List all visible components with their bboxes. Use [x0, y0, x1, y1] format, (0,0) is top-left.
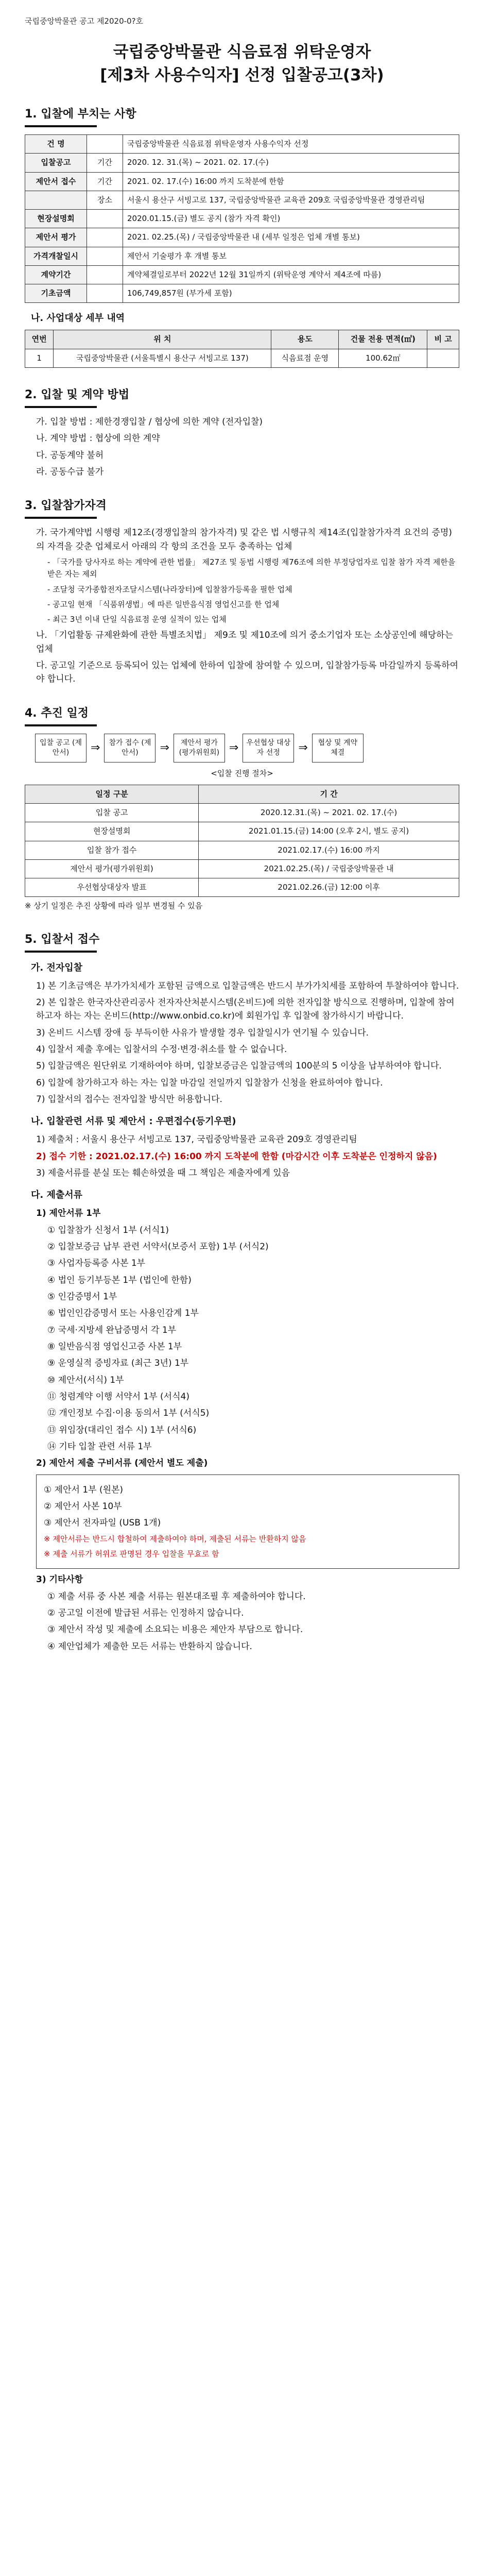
- section-3-heading: 3. 입찰참가자격: [25, 497, 459, 519]
- table-row: [25, 804, 459, 822]
- overview-label: 기초금액: [25, 284, 87, 303]
- schedule-value: 2021.02.26.(금) 12:00 이후: [199, 878, 459, 897]
- detail-table: [25, 330, 459, 368]
- document-list: [25, 1224, 459, 1454]
- overview-sublabel: [87, 247, 123, 265]
- arrow-right-icon: ⇒: [229, 741, 239, 754]
- list-item: ① 제출 서류 중 사본 제출 서류는 원본대조필 후 제출하여야 합니다.: [47, 1591, 306, 1602]
- section-2-items: [25, 415, 459, 479]
- flow-step: 입찰 공고 (제안서): [35, 734, 87, 762]
- section-5c-heading: 다. 제출서류: [31, 1190, 83, 1201]
- list-item: - 조달청 국가종합전자조달시스템(나라장터)에 입찰참가등록을 필한 업체: [47, 584, 292, 594]
- list-item: ※ 제안서류는 반드시 합철하여 제출하여야 하며, 제출된 서류는 반환하지 않음: [44, 1534, 306, 1544]
- overview-row: [25, 210, 459, 228]
- overview-sublabel: [87, 265, 123, 284]
- list-item: - 「국가를 당사자로 하는 계약에 관한 법률」 제27조 및 동법 시행령 제76조에 의한 부정당업자로 입찰 참가 자격 제한을 받은 자는 제외: [47, 557, 456, 579]
- overview-sublabel: 기간: [87, 154, 123, 172]
- overview-value: 제안서 기술평가 후 개별 통보: [123, 247, 459, 265]
- arrow-right-icon: ⇒: [160, 741, 169, 754]
- schedule-value: 2021.02.25.(목) / 국립중앙박물관 내: [199, 859, 459, 878]
- list-item: ④ 제안업체가 제출한 모든 서류는 반환하지 않습니다.: [47, 1641, 252, 1652]
- detail-cell: 1: [25, 349, 54, 367]
- list-item: 7) 입찰서의 접수는 전자입찰 방식만 허용합니다.: [36, 1094, 222, 1105]
- detail-cell: 국립중앙박물관 (서울특별시 용산구 서빙고로 137): [54, 349, 271, 367]
- flow-step: 우선협상 대상자 선정: [243, 734, 294, 762]
- overview-sublabel: 장소: [87, 191, 123, 209]
- section-1-heading: 1. 입찰에 부치는 사항: [25, 106, 459, 127]
- list-item: ⑥ 법인인감증명서 또는 사용인감계 1부: [47, 1308, 199, 1319]
- overview-sublabel: 기간: [87, 172, 123, 191]
- overview-row: [25, 247, 459, 265]
- overview-value: 2020.01.15.(금) 별도 공지 (참가 자격 확인): [123, 210, 459, 228]
- arrow-right-icon: ⇒: [298, 741, 308, 754]
- overview-row: [25, 172, 459, 191]
- table-row: [25, 878, 459, 897]
- schedule-label: 우선협상대상자 발표: [25, 878, 199, 897]
- list-item: 다. 공동계약 불허: [36, 450, 104, 461]
- section-4-heading: 4. 추진 일정: [25, 705, 459, 726]
- section-5c1-heading: 1) 제안서류 1부: [36, 1208, 101, 1219]
- schedule-label: 현장설명회: [25, 822, 199, 841]
- list-item: 다. 공고일 기준으로 등록되어 있는 업체에 한하여 입찰에 참여할 수 있으며, 입찰참가등록 마감일까지 등록하여야 합니다.: [36, 660, 459, 685]
- flow-step: 제안서 평가 (평가위원회): [174, 734, 225, 762]
- overview-value: 서울시 용산구 서빙고로 137, 국립중앙박물관 교육관 209호 국립중앙박물관 경영관리팀: [123, 191, 459, 209]
- other-notes-list: [25, 1590, 459, 1653]
- list-item: 가. 입찰 방법 : 제한경쟁입찰 / 협상에 의한 계약 (전자입찰): [36, 416, 263, 427]
- list-item: 4) 입찰서 제출 후에는 입찰서의 수정·변경·취소를 할 수 없습니다.: [36, 1044, 287, 1055]
- overview-value: 2020. 12. 31.(목) ~ 2021. 02. 17.(수): [123, 154, 459, 172]
- table-row: [25, 859, 459, 878]
- section-5-heading: 5. 입찰서 접수: [25, 931, 459, 953]
- list-item: 3) 온비드 시스템 장애 등 부득이한 사유가 발생할 경우 입찰일시가 연기될 수 있습니다.: [36, 1027, 369, 1038]
- list-item: ⑪ 청렴계약 이행 서약서 1부 (서식4): [47, 1391, 189, 1402]
- list-item: ⑭ 기타 입찰 관련 서류 1부: [47, 1441, 152, 1452]
- list-item: 1) 제출처 : 서울시 용산구 서빙고로 137, 국립중앙박물관 교육관 209호 경영관리팀: [36, 1134, 357, 1145]
- list-item: 1) 본 기초금액은 부가가치세가 포함된 금액으로 입찰금액은 반드시 부가가치세를 포함하여 투찰하여야 합니다.: [36, 980, 459, 991]
- schedule-value: 2021.02.17.(수) 16:00 까지: [199, 841, 459, 859]
- section-2-heading: 2. 입찰 및 계약 방법: [25, 386, 459, 408]
- overview-sublabel: [87, 284, 123, 303]
- section-5b-heading: 나. 입찰관련 서류 및 제안서 : 우편접수(등기우편): [31, 1116, 236, 1127]
- flow-step: 참가 접수 (제안서): [104, 734, 155, 762]
- list-item: ② 제안서 사본 10부: [44, 1501, 122, 1512]
- list-item: 2) 접수 기한 : 2021.02.17.(수) 16:00 까지 도착분에 한함 (마감시간 이후 도착분은 인정하지 않음): [36, 1151, 437, 1162]
- list-item: ③ 사업자등록증 사본 1부: [47, 1258, 146, 1269]
- table-row: [25, 349, 459, 367]
- overview-label: 제안서 평가: [25, 228, 87, 247]
- table-row: [25, 841, 459, 859]
- schedule-note: ※ 상기 일정은 추진 상황에 따라 일부 변경될 수 있음: [25, 901, 203, 911]
- list-item: ※ 제출 서류가 허위로 판명된 경우 입찰을 무효로 함: [44, 1549, 219, 1558]
- detail-header: 위 치: [54, 330, 271, 349]
- list-item: - 최근 3년 이내 단일 식음료점 운영 실적이 있는 업체: [47, 615, 227, 624]
- overview-row: [25, 135, 459, 154]
- overview-row: [25, 191, 459, 209]
- list-item: 나. 「기업활동 규제완화에 관한 특별조치법」 제9조 및 제10조에 의거 중소기업자 또는 소상공인에 해당하는 업체: [36, 630, 453, 654]
- section-5c2-heading: 2) 제안서 제출 구비서류 (제안서 별도 제출): [36, 1458, 208, 1469]
- list-item: 나. 계약 방법 : 협상에 의한 계약: [36, 433, 160, 444]
- overview-value: 2021. 02. 17.(수) 16:00 까지 도착분에 한함: [123, 172, 459, 191]
- detail-header: 용도: [271, 330, 339, 349]
- overview-label: 제안서 접수: [25, 172, 87, 191]
- schedule-table: [25, 785, 459, 897]
- list-item: ① 입찰참가 신청서 1부 (서식1): [47, 1225, 169, 1235]
- title-line-2: [제3차 사용수익자] 선정 입찰공고(3차): [100, 66, 384, 85]
- section-5a-items: [25, 979, 459, 1107]
- overview-sublabel: [87, 135, 123, 154]
- list-item: 가. 국가계약법 시행령 제12조(경쟁입찰의 참가자격) 및 같은 법 시행규칙 제14조(입찰참가자격 요건의 증명)의 자격을 갖춘 업체로서 아래의 각 항의 조건을 모두 충족하는 업체: [36, 528, 452, 552]
- list-item: ② 공고일 이전에 발급된 서류는 인정하지 않습니다.: [47, 1607, 244, 1618]
- list-item: 2) 본 입찰은 한국자산관리공사 전자자산처분시스템(온비드)에 의한 전자입찰 방식으로 진행하며, 입찰에 참여하고자 하는 자는 온비드(http://www.onbid.co.kr)에 회원가입 후 입찰에 참가하시기 바랍니다.: [36, 997, 455, 1022]
- overview-value: 계약체결일로부터 2022년 12월 31일까지 (위탁운영 계약서 제4조에 따름): [123, 265, 459, 284]
- schedule-header: 기 간: [199, 785, 459, 803]
- overview-row: [25, 228, 459, 247]
- section-5a-heading: 가. 전자입찰: [31, 962, 83, 973]
- title-line-1: 국립중앙박물관 식음료점 위탁운영자: [113, 43, 371, 62]
- section-3-items: [25, 526, 459, 686]
- list-item: 5) 입찰금액은 원단위로 기재하여야 하며, 입찰보증금은 입찰금액의 100분의 5 이상을 납부하여야 합니다.: [36, 1061, 442, 1072]
- arrow-right-icon: ⇒: [91, 741, 100, 754]
- list-item: ③ 제안서 작성 및 제출에 소요되는 비용은 제안자 부담으로 합니다.: [47, 1624, 303, 1635]
- schedule-label: 제안서 평가(평가위원회): [25, 859, 199, 878]
- schedule-header: 일정 구분: [25, 785, 199, 803]
- schedule-label: 입찰 참가 접수: [25, 841, 199, 859]
- process-flow: [35, 734, 459, 762]
- list-item: 3) 제출서류를 분실 또는 훼손하였을 때 그 책임은 제출자에게 있음: [36, 1167, 290, 1178]
- schedule-value: 2020.12.31.(목) ~ 2021. 02. 17.(수): [199, 804, 459, 822]
- detail-header: 연번: [25, 330, 54, 349]
- section-5d-heading: 3) 기타사항: [36, 1574, 83, 1585]
- detail-header: 비 고: [427, 330, 459, 349]
- overview-label: 현장설명회: [25, 210, 87, 228]
- overview-sublabel: [87, 210, 123, 228]
- overview-value: 국립중앙박물관 식음료점 위탁운영자 사용수익자 선정: [123, 135, 459, 154]
- list-item: ⑫ 개인정보 수집·이용 동의서 1부 (서식5): [47, 1408, 210, 1419]
- overview-value: 2021. 02.25.(목) / 국립중앙박물관 내 (세부 일정은 업체 개별 통보): [123, 228, 459, 247]
- list-item: ⑨ 운영실적 증빙자료 (최근 3년) 1부: [47, 1358, 189, 1369]
- flow-step: 협상 및 계약 체결: [312, 734, 364, 762]
- list-item: ⑤ 인감증명서 1부: [47, 1291, 117, 1302]
- overview-label: 건 명: [25, 135, 87, 154]
- detail-cell: 100.62㎡: [339, 349, 427, 367]
- overview-sublabel: [87, 228, 123, 247]
- list-item: ① 제안서 1부 (원본): [44, 1484, 124, 1495]
- list-item: ④ 법인 등기부등본 1부 (법인에 한함): [47, 1275, 192, 1285]
- overview-row: [25, 265, 459, 284]
- detail-cell: 식음료점 운영: [271, 349, 339, 367]
- list-item: ⑩ 제안서(서식) 1부: [47, 1375, 124, 1385]
- section-5b-items: [25, 1133, 459, 1180]
- list-item: ⑬ 위임장(대리인 접수 시) 1부 (서식6): [47, 1425, 197, 1435]
- notice-number: 국립중앙박물관 공고 제2020-0?호: [25, 16, 144, 26]
- overview-label: 입찰공고: [25, 154, 87, 172]
- schedule-value: 2021.01.15.(금) 14:00 (오후 2시, 별도 공지): [199, 822, 459, 841]
- list-item: - 공고일 현재 「식품위생법」에 따른 일반음식점 영업신고를 한 업체: [47, 599, 280, 609]
- list-item: ③ 제안서 전자파일 (USB 1개): [44, 1518, 161, 1529]
- detail-cell: [427, 349, 459, 367]
- list-item: 라. 공동수급 불가: [36, 466, 104, 477]
- list-item: ② 입찰보증금 납부 관련 서약서(보증서 포함) 1부 (서식2): [47, 1241, 269, 1252]
- proposal-document-list: [36, 1475, 459, 1569]
- detail-header: 건물 전용 면적(㎡): [339, 330, 427, 349]
- bid-overview-table: [25, 134, 459, 303]
- flow-caption: <입찰 진행 절차>: [211, 768, 273, 778]
- overview-label: 계약기간: [25, 265, 87, 284]
- overview-value: 106,749,857원 (부가세 포함): [123, 284, 459, 303]
- list-item: ⑧ 일반음식점 영업신고증 사본 1부: [47, 1341, 182, 1352]
- table-row: [25, 822, 459, 841]
- schedule-label: 입찰 공고: [25, 804, 199, 822]
- section-1-detail-heading: 나. 사업대상 세부 내역: [31, 313, 125, 324]
- overview-label: 가격개찰일시: [25, 247, 87, 265]
- overview-row: [25, 154, 459, 172]
- list-item: ⑦ 국세·지방세 완납증명서 각 1부: [47, 1325, 177, 1335]
- notice-title: [25, 41, 459, 87]
- overview-label: [25, 191, 87, 209]
- overview-row: [25, 284, 459, 303]
- list-item: 6) 입찰에 참가하고자 하는 자는 입찰 마감일 전일까지 입찰참가 신청을 완료하여야 합니다.: [36, 1077, 383, 1088]
